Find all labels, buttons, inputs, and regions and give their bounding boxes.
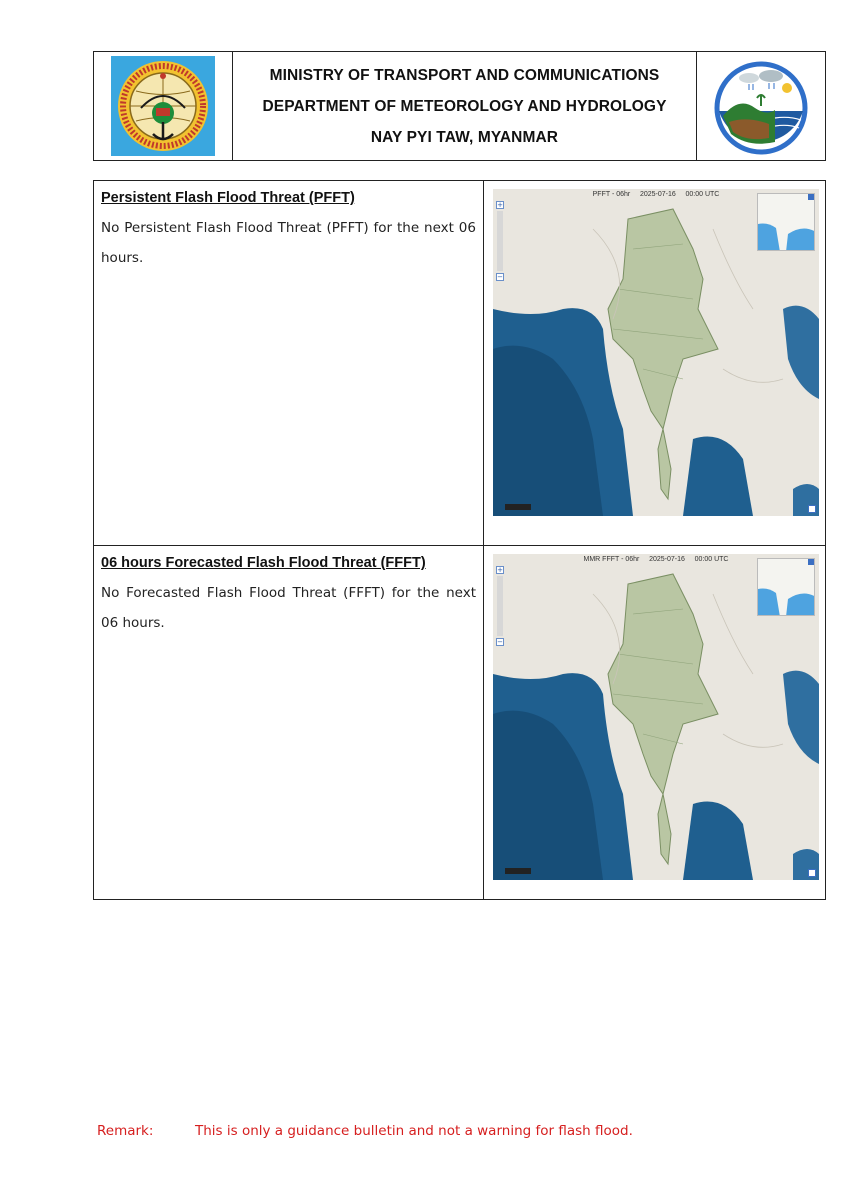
ffft-body: No Forecasted Flash Flood Threat (FFFT) for the next 06 hours. [101,585,476,631]
ffft-title: 06 hours Forecasted Flash Flood Threat (FFFT) [101,555,426,571]
ffft-map [493,554,819,880]
ministry-name: MINISTRY OF TRANSPORT AND COMMUNICATIONS [269,66,660,84]
location: NAY PYI TAW, MYANMAR [370,128,559,146]
zoom-slider[interactable] [497,211,503,271]
map-info-icon[interactable] [808,505,816,513]
pfft-map [493,189,819,516]
zoom-out-icon[interactable]: − [497,273,503,281]
pfft-overview-inset[interactable] [757,193,815,251]
department-name: DEPARTMENT OF METEOROLOGY AND HYDROLOGY [262,97,667,115]
zoom-in-icon[interactable]: + [497,566,503,574]
ministry-emblem-icon [111,56,215,156]
ffft-zoom-control[interactable] [496,566,504,647]
pfft-body: No Persistent Flash Flood Threat (PFFT) for the next 06 hours. [101,220,476,266]
scale-bar [505,868,531,874]
flood-threat-table [93,180,826,900]
map-info-icon[interactable] [808,869,816,877]
pfft-zoom-control[interactable] [496,201,504,282]
ffft-map-caption: MMR FFFT - 06hr 2025-07-16 00:00 UTC [583,556,729,563]
pfft-text-cell [94,181,484,545]
remark-label: Remark: [97,1123,154,1139]
left-logo-cell [94,52,233,160]
letterhead-title-block [233,52,698,160]
pfft-title: Persistent Flash Flood Threat (PFFT) [101,190,355,206]
scale-bar [505,504,531,510]
inset-close-icon[interactable] [808,194,814,200]
overview-map-graphic [758,559,815,616]
pfft-map-cell [484,181,825,545]
ffft-row [94,546,825,899]
pfft-map-caption: PFFT - 06hr 2025-07-16 00:00 UTC [592,191,720,198]
zoom-out-icon[interactable]: − [497,638,503,646]
ffft-map-cell [484,546,825,899]
letterhead [93,51,826,161]
remark-text: This is only a guidance bulletin and not a warning for flash flood. [195,1123,633,1139]
remark [97,1123,633,1139]
right-logo-cell [697,52,825,160]
inset-close-icon[interactable] [808,559,814,565]
ffft-text-cell [94,546,484,899]
zoom-slider[interactable] [497,576,503,636]
zoom-in-icon[interactable]: + [497,201,503,209]
dmh-water-cycle-icon [709,56,813,156]
overview-map-graphic [758,194,815,251]
ffft-overview-inset[interactable] [757,558,815,616]
pfft-row [94,181,825,546]
